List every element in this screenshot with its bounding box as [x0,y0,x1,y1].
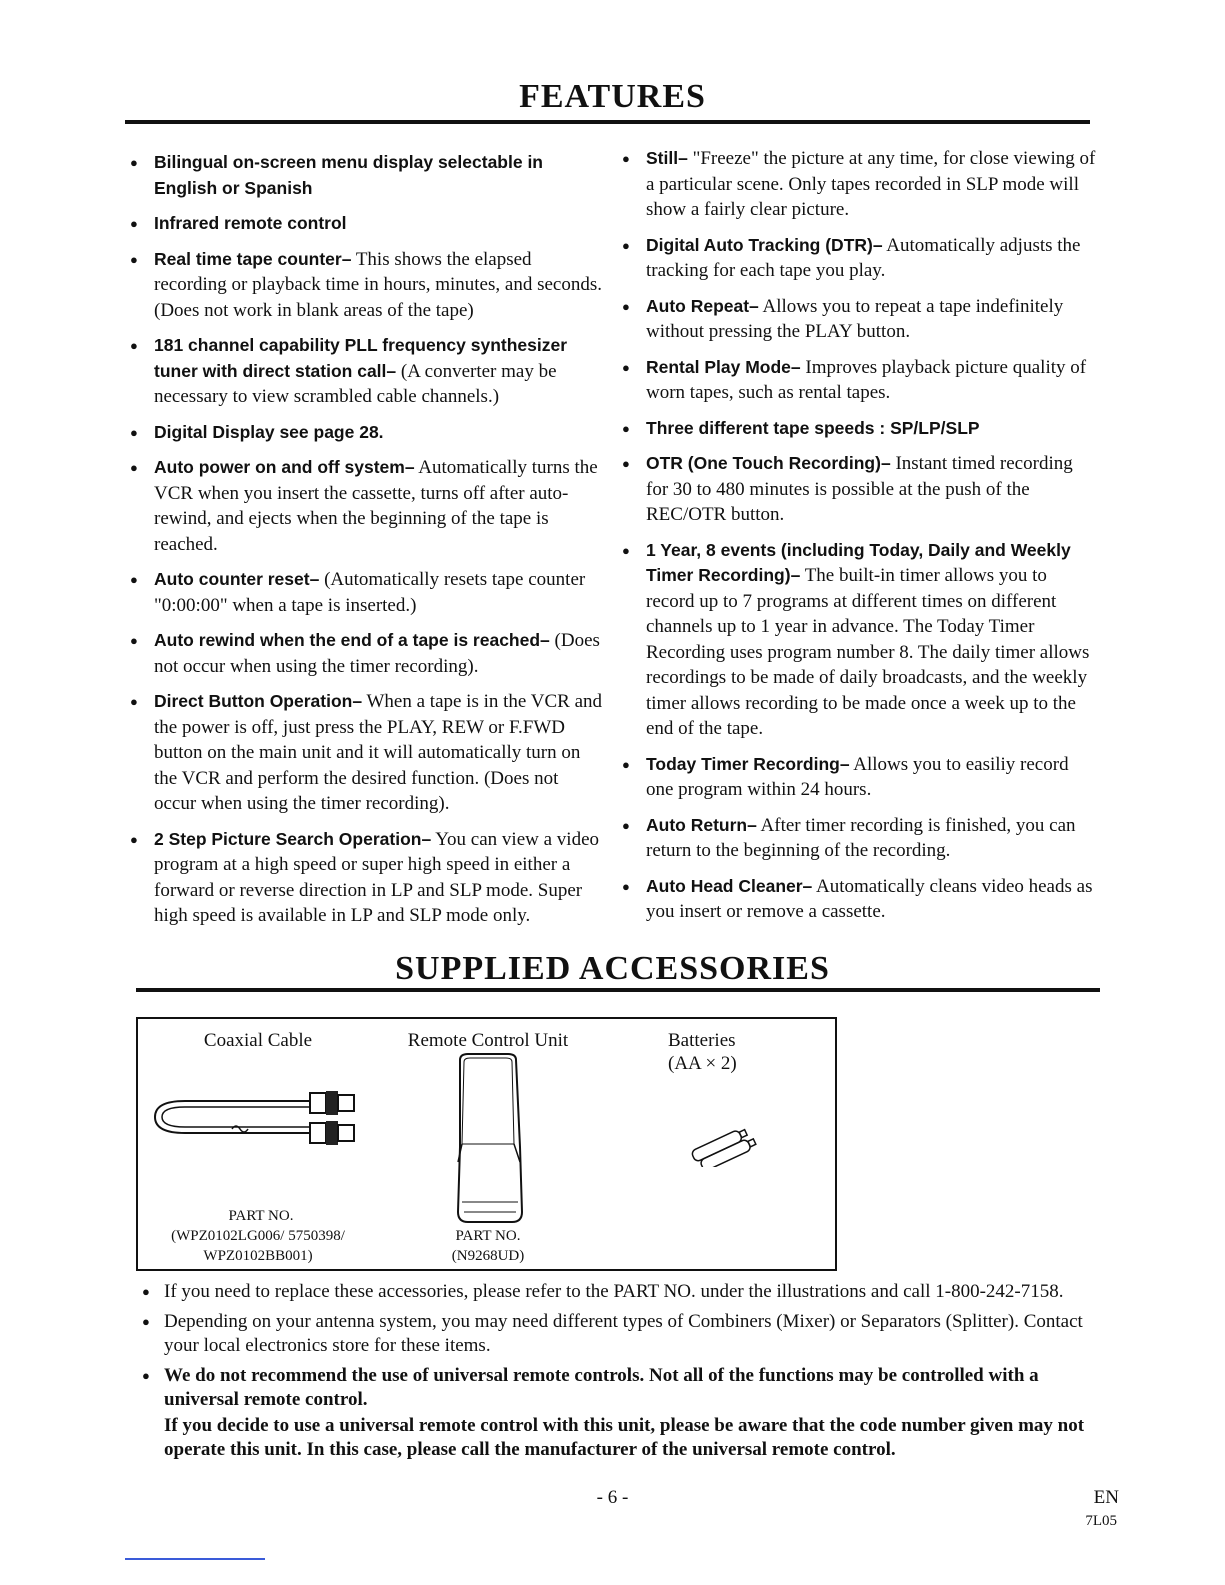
note-replacement [142,1280,1117,1304]
remote-part-number: (N9268UD) [451,1248,525,1264]
accessories-heading: SUPPLIED ACCESSORIES [395,950,830,987]
feature-title: Today Timer Recording– [646,753,850,774]
feature-description: Allows you to repeat a tape indefinitely without pressing the PLAY button. [646,295,1064,342]
feature-description: Automatically adjusts the tracking for each tape you play. [646,234,1081,281]
feature-title: 181 channel capability PLL frequency synthesizer tuner with direct station call– [154,335,568,381]
features-heading: FEATURES [519,78,706,115]
left-feature-item [134,689,604,817]
batteries-illustration [684,1127,764,1167]
feature-description: Improves playback picture quality of worn tapes, such as rental tapes. [646,356,1087,403]
accessories-rule [136,988,1100,992]
note-antenna-text: Depending on your antenna system, you may need different types of Combiners (Mixer) or Separators (Splitter). Contact your local electronics store for these items. [164,1311,1083,1356]
feature-title: Three different tape speeds : SP/LP/SLP [646,417,980,438]
left-feature-item [134,150,604,201]
left-feature-item [134,628,604,679]
feature-title: Infrared remote control [154,213,347,233]
feature-title: Real time tape counter– [154,248,352,269]
note-universal-remote-text-1: ● We do not recommend the use of universal remote controls. Not all of the functions may be controlled with a universal remote control. [164,1365,1039,1410]
accessories-notes [142,1280,1117,1468]
feature-title: Still– [646,148,688,168]
page-number: - 6 - [596,1487,629,1508]
feature-description: (Does not occur when using the timer recording). [154,630,600,677]
coaxial-cable-label: Coaxial Cable [203,1030,313,1051]
footer-underline [125,1558,265,1560]
feature-description: Automatically cleans video heads as you insert or remove a cassette. [646,875,1093,922]
feature-description: (Automatically resets tape counter "0:00:00" when a tape is inserted.) [154,569,586,616]
remote-control-label: Remote Control Unit [407,1030,569,1051]
coaxial-cable-illustration [150,1089,365,1159]
feature-title: Direct Button Operation– [154,691,363,711]
feature-description: After timer recording is finished, you can return to the beginning of the recording. [646,814,1076,861]
feature-title: Auto Return– [646,814,757,835]
feature-title: Auto Head Cleaner– [646,875,813,896]
coax-part-number-1: (WPZ0102LG006/ 5750398/ [171,1228,345,1244]
right-feature-item [626,752,1098,803]
batteries-label-line2: (AA × 2) [668,1053,737,1074]
feature-description: You can view a video program at a high speed or super high speed in either a forward or reverse direction in LP and SLP mode. Super high speed is available in LP and SLP mode only. [154,828,599,926]
feature-title: 2 Step Picture Search Operation– [154,828,432,849]
features-rule [125,120,1090,124]
feature-description: (A converter may be necessary to view scrambled cable channels.) [154,360,557,407]
feature-title: 1 Year, 8 events (including Today, Daily and Weekly Timer Recording)– [646,539,1071,585]
note-universal-remote-text-2: If you decide to use a universal remote control with this unit, please be aware that the code number given may not operate this unit. In this case, please call the manufacturer of the universal remote control. [164,1415,1085,1460]
document-code: 7L05 [1085,1513,1117,1529]
feature-title: Auto counter reset– [154,569,320,589]
right-feature-item [626,813,1098,864]
feature-title: Rental Play Mode– [646,356,801,377]
feature-title: Bilingual on-screen menu display selectable in English or Spanish [154,152,543,198]
features-right-column [626,146,1098,935]
feature-title: Digital Display see page 28. [154,421,384,442]
right-feature-item [626,538,1098,742]
remote-part-label: PART NO. [455,1228,521,1244]
batteries-label [668,1029,788,1075]
right-feature-item [626,146,1098,223]
feature-title: Digital Auto Tracking (DTR)– [646,234,883,255]
left-feature-item [134,455,604,557]
coax-part-number-2: WPZ0102BB001) [203,1248,313,1264]
features-left-column [134,150,604,939]
feature-title: Auto Repeat– [646,295,759,316]
right-feature-item [626,355,1098,406]
feature-description: Allows you to easiliy record one program within 24 hours. [646,753,1069,800]
remote-control-illustration [450,1052,530,1227]
feature-description: Automatically turns the VCR when you insert the cassette, turns off after auto-rewind, and ejects when the beginning of the tape is reached. [154,457,598,555]
right-feature-item [626,874,1098,925]
feature-title: Auto rewind when the end of a tape is reached– [154,630,550,650]
note-replacement-text: If you need to replace these accessories, please refer to the PART NO. under the illustrations and call 1-800-242-7158. [164,1281,1064,1302]
batteries-label-line1: Batteries [668,1030,736,1051]
feature-description: This shows the elapsed recording or playback time in hours, minutes, and seconds. (Does not work in blank areas of the tape) [154,248,602,321]
feature-description: The built-in timer allows you to record up to 7 programs at different times on different channels up to 1 year in advance. The Today Timer Recording uses program number 8. The daily timer allows recordings to be made of daily broadcasts, and the weekly timer allows recording to be made once a week up to the end of the tape. [646,565,1090,739]
left-feature-item [134,827,604,929]
left-feature-item [134,420,604,446]
feature-title: Auto power on and off system– [154,457,415,477]
coax-part-label: PART NO. [228,1208,294,1224]
feature-description: When a tape is in the VCR and the power is off, just press the PLAY, REW or F.FWD button on the main unit and it will automatically turn on the VCR and perform the desired function. (Does not occur when using the timer recording). [154,691,602,814]
feature-description: "Freeze" the picture at any time, for close viewing of a particular scene. Only tapes recorded in SLP mode will show a fairly clear picture. [646,148,1096,220]
right-feature-item [626,451,1098,528]
note-universal-remote [142,1364,1117,1462]
feature-description: Instant timed recording for 30 to 480 minutes is possible at the push of the REC/OTR button. [646,453,1073,525]
right-feature-item [626,416,1098,442]
language-code: EN [1093,1487,1119,1508]
accessories-box [136,1017,837,1271]
left-feature-item [134,333,604,410]
feature-title: OTR (One Touch Recording)– [646,453,891,473]
note-antenna [142,1310,1117,1358]
left-feature-item [134,247,604,324]
left-feature-item [134,567,604,618]
left-feature-item [134,211,604,237]
right-feature-item [626,233,1098,284]
right-feature-item [626,294,1098,345]
